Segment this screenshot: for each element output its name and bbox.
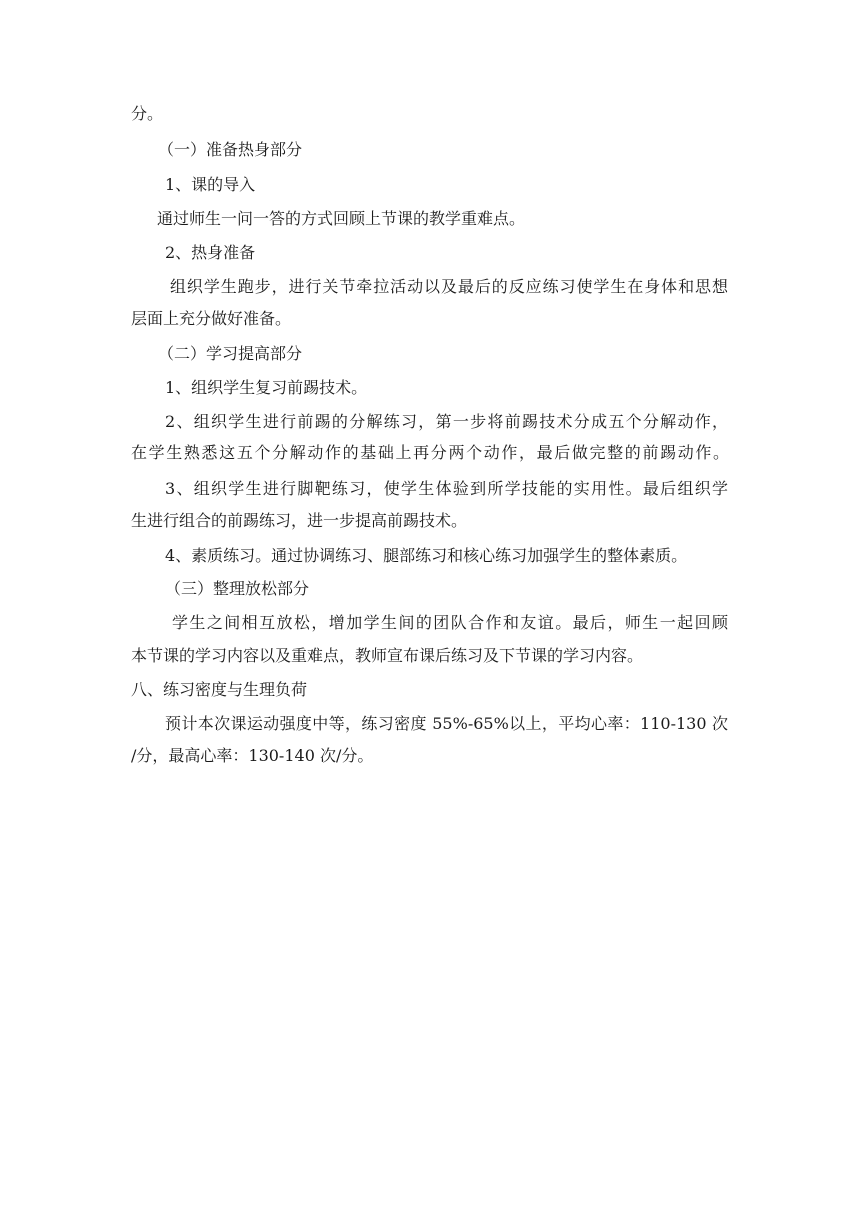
section-heading: （二）学习提高部分	[158, 344, 303, 363]
subsection-heading: 1、课的导入	[165, 175, 256, 194]
paragraph-line: 预计本次课运动强度中等，练习密度 55%-65%以上，平均心率：110-130 次	[165, 714, 728, 733]
section-heading: （一）准备热身部分	[158, 140, 303, 159]
list-item-continuation: 在学生熟悉这五个分解动作的基础上再分两个动作，最后做完整的前踢动作。	[131, 443, 729, 462]
paragraph-line: 学生之间相互放松，增加学生间的团队合作和友谊。最后，师生一起回顾	[172, 613, 728, 632]
paragraph-line: 层面上充分做好准备。	[131, 309, 292, 328]
paragraph-line: 本节课的学习内容以及重难点，教师宣布课后练习及下节课的学习内容。	[131, 646, 644, 665]
list-item: 1、组织学生复习前踢技术。	[165, 378, 368, 397]
paragraph-line: 组织学生跑步，进行关节牵拉活动以及最后的反应练习使学生在身体和思想	[170, 277, 728, 296]
list-item: 3、组织学生进行脚靶练习，使学生体验到所学技能的实用性。最后组织学	[165, 479, 728, 498]
subsection-heading: 2、热身准备	[165, 243, 256, 262]
text-line: 分。	[131, 104, 164, 123]
list-item: 2、组织学生进行前踢的分解练习，第一步将前踢技术分成五个分解动作，	[165, 412, 728, 431]
list-item: 4、素质练习。通过协调练习、腿部练习和核心练习加强学生的整体素质。	[165, 546, 688, 565]
paragraph-line: /分，最高心率：130-140 次/分。	[131, 746, 374, 765]
section-heading: （三）整理放松部分	[165, 579, 310, 598]
list-item-continuation: 生进行组合的前踢练习，进一步提高前踢技术。	[131, 511, 468, 530]
paragraph-line: 通过师生一问一答的方式回顾上节课的教学重难点。	[157, 209, 526, 228]
chapter-heading: 八、练习密度与生理负荷	[131, 680, 308, 699]
